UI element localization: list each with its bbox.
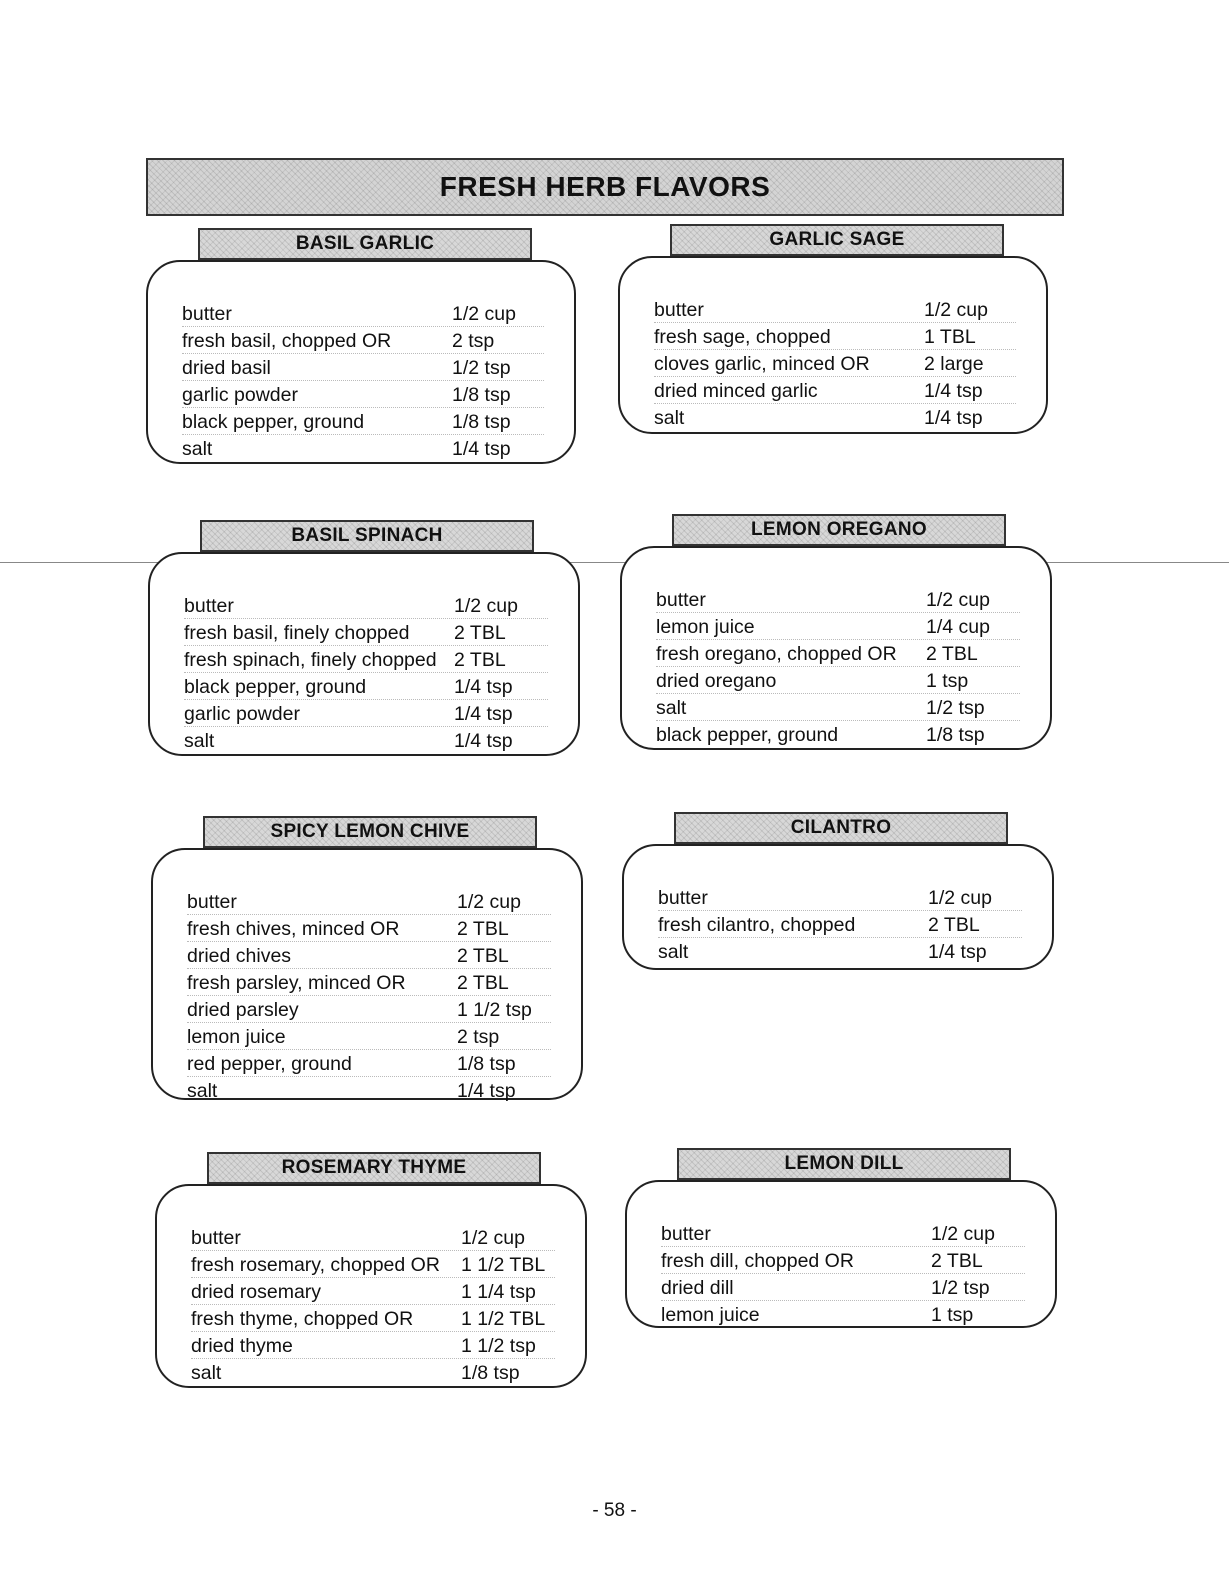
ingredient-amount: 1/2 cup (461, 1227, 525, 1249)
ingredient-row (656, 721, 1020, 747)
ingredient-amount: 2 TBL (457, 918, 509, 940)
recipe-title: BASIL GARLIC (198, 228, 532, 260)
ingredient-name: dried chives (187, 945, 292, 967)
ingredient-amount: 1/2 cup (931, 1223, 995, 1245)
ingredient-row (184, 619, 548, 646)
ingredient-name: lemon juice (187, 1026, 286, 1048)
ingredient-name: salt (184, 730, 215, 752)
ingredient-amount: 1 1/4 tsp (461, 1281, 536, 1303)
ingredient-row (182, 381, 544, 408)
ingredient-name: fresh oregano, chopped OR (656, 643, 897, 665)
ingredient-amount: 1/8 tsp (452, 384, 511, 406)
ingredient-amount: 1/2 cup (452, 303, 516, 325)
ingredient-name: dried rosemary (191, 1281, 322, 1303)
ingredient-name: black pepper, ground (656, 724, 839, 746)
ingredient-row (661, 1247, 1025, 1274)
recipe-title: SPICY LEMON CHIVE (203, 816, 537, 848)
ingredient-name: dried dill (661, 1277, 734, 1299)
ingredient-row (182, 327, 544, 354)
ingredient-name: salt (654, 407, 685, 429)
ingredient-name: fresh basil, chopped OR (182, 330, 392, 352)
ingredient-row (661, 1274, 1025, 1301)
ingredient-name: butter (184, 595, 234, 617)
ingredient-amount: 1/8 tsp (457, 1053, 516, 1075)
ingredient-amount: 1 TBL (924, 326, 976, 348)
ingredient-name: butter (182, 303, 232, 325)
ingredient-amount: 2 tsp (452, 330, 495, 352)
recipe-card-basil-spinach (148, 525, 580, 756)
ingredient-amount: 1/2 cup (457, 891, 521, 913)
ingredient-amount: 1 1/2 tsp (461, 1335, 536, 1357)
ingredient-amount: 1/2 tsp (926, 697, 985, 719)
ingredient-name: garlic powder (182, 384, 298, 406)
ingredient-name: dried thyme (191, 1335, 293, 1357)
ingredient-name: salt (182, 438, 213, 460)
ingredient-amount: 1/4 tsp (924, 407, 983, 429)
ingredient-row (184, 646, 548, 673)
ingredient-amount: 1/4 tsp (928, 941, 987, 963)
recipe-card-lemon-dill (625, 1153, 1057, 1328)
recipe-card-basil-garlic (146, 233, 576, 464)
ingredient-name: dried oregano (656, 670, 777, 692)
ingredient-list (654, 296, 1016, 430)
ingredient-amount: 1/2 cup (926, 589, 990, 611)
ingredient-name: fresh spinach, finely chopped (184, 649, 437, 671)
ingredient-name: cloves garlic, minced OR (654, 353, 870, 375)
ingredient-name: butter (656, 589, 706, 611)
ingredient-name: garlic powder (184, 703, 300, 725)
ingredient-name: fresh dill, chopped OR (661, 1250, 854, 1272)
ingredient-amount: 1/8 tsp (461, 1362, 520, 1384)
ingredient-amount: 2 TBL (928, 914, 980, 936)
ingredient-row (654, 296, 1016, 323)
ingredient-list (661, 1220, 1025, 1327)
ingredient-name: lemon juice (661, 1304, 760, 1326)
ingredient-amount: 1/8 tsp (926, 724, 985, 746)
ingredient-row (658, 938, 1022, 964)
ingredient-row (187, 915, 551, 942)
ingredient-amount: 1/4 tsp (457, 1080, 516, 1102)
ingredient-row (661, 1301, 1025, 1327)
ingredient-amount: 2 TBL (457, 945, 509, 967)
ingredient-amount: 2 TBL (926, 643, 978, 665)
ingredient-row (187, 1023, 551, 1050)
ingredient-amount: 1/4 tsp (924, 380, 983, 402)
ingredient-row (184, 700, 548, 727)
ingredient-row (191, 1278, 555, 1305)
ingredient-name: butter (658, 887, 708, 909)
recipe-title: GARLIC SAGE (670, 224, 1004, 256)
ingredient-amount: 2 tsp (457, 1026, 500, 1048)
page-title: FRESH HERB FLAVORS (439, 171, 771, 202)
ingredient-amount: 1 tsp (931, 1304, 974, 1326)
ingredient-row (191, 1224, 555, 1251)
ingredient-row (658, 884, 1022, 911)
ingredient-row (656, 640, 1020, 667)
recipe-title: ROSEMARY THYME (207, 1152, 541, 1184)
ingredient-amount: 1/4 tsp (454, 676, 513, 698)
ingredient-name: lemon juice (656, 616, 755, 638)
recipe-card-cilantro (622, 817, 1054, 970)
ingredient-row (182, 354, 544, 381)
ingredient-row (182, 300, 544, 327)
ingredient-row (656, 667, 1020, 694)
ingredient-name: butter (187, 891, 237, 913)
recipe-card-garlic-sage (618, 229, 1048, 434)
ingredient-name: fresh thyme, chopped OR (191, 1308, 414, 1330)
recipe-title: LEMON OREGANO (672, 514, 1006, 546)
ingredient-list (658, 884, 1022, 964)
ingredient-amount: 1/8 tsp (452, 411, 511, 433)
recipe-title: CILANTRO (674, 812, 1008, 844)
recipe-card-lemon-oregano (620, 519, 1052, 750)
ingredient-name: fresh sage, chopped (654, 326, 831, 348)
ingredient-row (187, 1050, 551, 1077)
ingredient-name: fresh rosemary, chopped OR (191, 1254, 440, 1276)
ingredient-row (661, 1220, 1025, 1247)
ingredient-name: salt (187, 1080, 218, 1102)
ingredient-amount: 2 large (924, 353, 984, 375)
ingredient-name: dried minced garlic (654, 380, 818, 402)
ingredient-name: fresh chives, minced OR (187, 918, 400, 940)
ingredient-name: salt (191, 1362, 222, 1384)
recipe-title: BASIL SPINACH (200, 520, 534, 552)
ingredient-name: dried basil (182, 357, 271, 379)
ingredient-amount: 1/2 cup (928, 887, 992, 909)
ingredient-row (184, 727, 548, 753)
recipe-card-spicy-lemon-chive (151, 821, 583, 1102)
page-banner (146, 158, 1064, 216)
recipe-title: LEMON DILL (677, 1148, 1011, 1180)
ingredient-row (184, 673, 548, 700)
ingredient-amount: 1 1/2 tsp (457, 999, 532, 1021)
ingredient-row (182, 435, 544, 461)
ingredient-amount: 2 TBL (931, 1250, 983, 1272)
ingredient-amount: 1 tsp (926, 670, 969, 692)
ingredient-row (654, 404, 1016, 430)
ingredient-name: salt (656, 697, 687, 719)
ingredient-row (191, 1359, 555, 1385)
ingredient-row (191, 1332, 555, 1359)
ingredient-row (187, 888, 551, 915)
ingredient-name: salt (658, 941, 689, 963)
ingredient-name: fresh cilantro, chopped (658, 914, 856, 936)
ingredient-list (656, 586, 1020, 747)
ingredient-amount: 1/4 cup (926, 616, 990, 638)
ingredient-list (191, 1224, 555, 1385)
ingredient-name: fresh basil, finely chopped (184, 622, 410, 644)
ingredient-row (656, 613, 1020, 640)
ingredient-row (187, 942, 551, 969)
ingredient-row (187, 969, 551, 996)
ingredient-amount: 1/4 tsp (454, 730, 513, 752)
ingredient-row (191, 1251, 555, 1278)
ingredient-name: black pepper, ground (184, 676, 367, 698)
ingredient-name: butter (191, 1227, 241, 1249)
ingredient-amount: 2 TBL (454, 649, 506, 671)
ingredient-name: dried parsley (187, 999, 299, 1021)
ingredient-row (656, 694, 1020, 721)
ingredient-amount: 2 TBL (457, 972, 509, 994)
ingredient-amount: 1/2 tsp (452, 357, 511, 379)
ingredient-row (182, 408, 544, 435)
ingredient-list (187, 888, 551, 1103)
ingredient-amount: 1/4 tsp (452, 438, 511, 460)
ingredient-row (654, 323, 1016, 350)
ingredient-list (184, 592, 548, 753)
recipe-card-rosemary-thyme (155, 1157, 587, 1388)
page-number: - 58 - (592, 1500, 637, 1521)
ingredient-row (191, 1305, 555, 1332)
ingredient-row (184, 592, 548, 619)
ingredient-name: red pepper, ground (187, 1053, 352, 1075)
ingredient-name: black pepper, ground (182, 411, 365, 433)
ingredient-name: fresh parsley, minced OR (187, 972, 406, 994)
ingredient-row (187, 996, 551, 1023)
ingredient-amount: 1/4 tsp (454, 703, 513, 725)
ingredient-row (187, 1077, 551, 1103)
ingredient-row (658, 911, 1022, 938)
ingredient-name: butter (654, 299, 704, 321)
ingredient-amount: 1/2 tsp (931, 1277, 990, 1299)
ingredient-amount: 1 1/2 TBL (461, 1308, 546, 1330)
ingredient-amount: 2 TBL (454, 622, 506, 644)
ingredient-amount: 1/2 cup (924, 299, 988, 321)
ingredient-row (654, 350, 1016, 377)
ingredient-list (182, 300, 544, 461)
ingredient-row (656, 586, 1020, 613)
ingredient-amount: 1/2 cup (454, 595, 518, 617)
ingredient-row (654, 377, 1016, 404)
ingredient-amount: 1 1/2 TBL (461, 1254, 546, 1276)
ingredient-name: butter (661, 1223, 711, 1245)
